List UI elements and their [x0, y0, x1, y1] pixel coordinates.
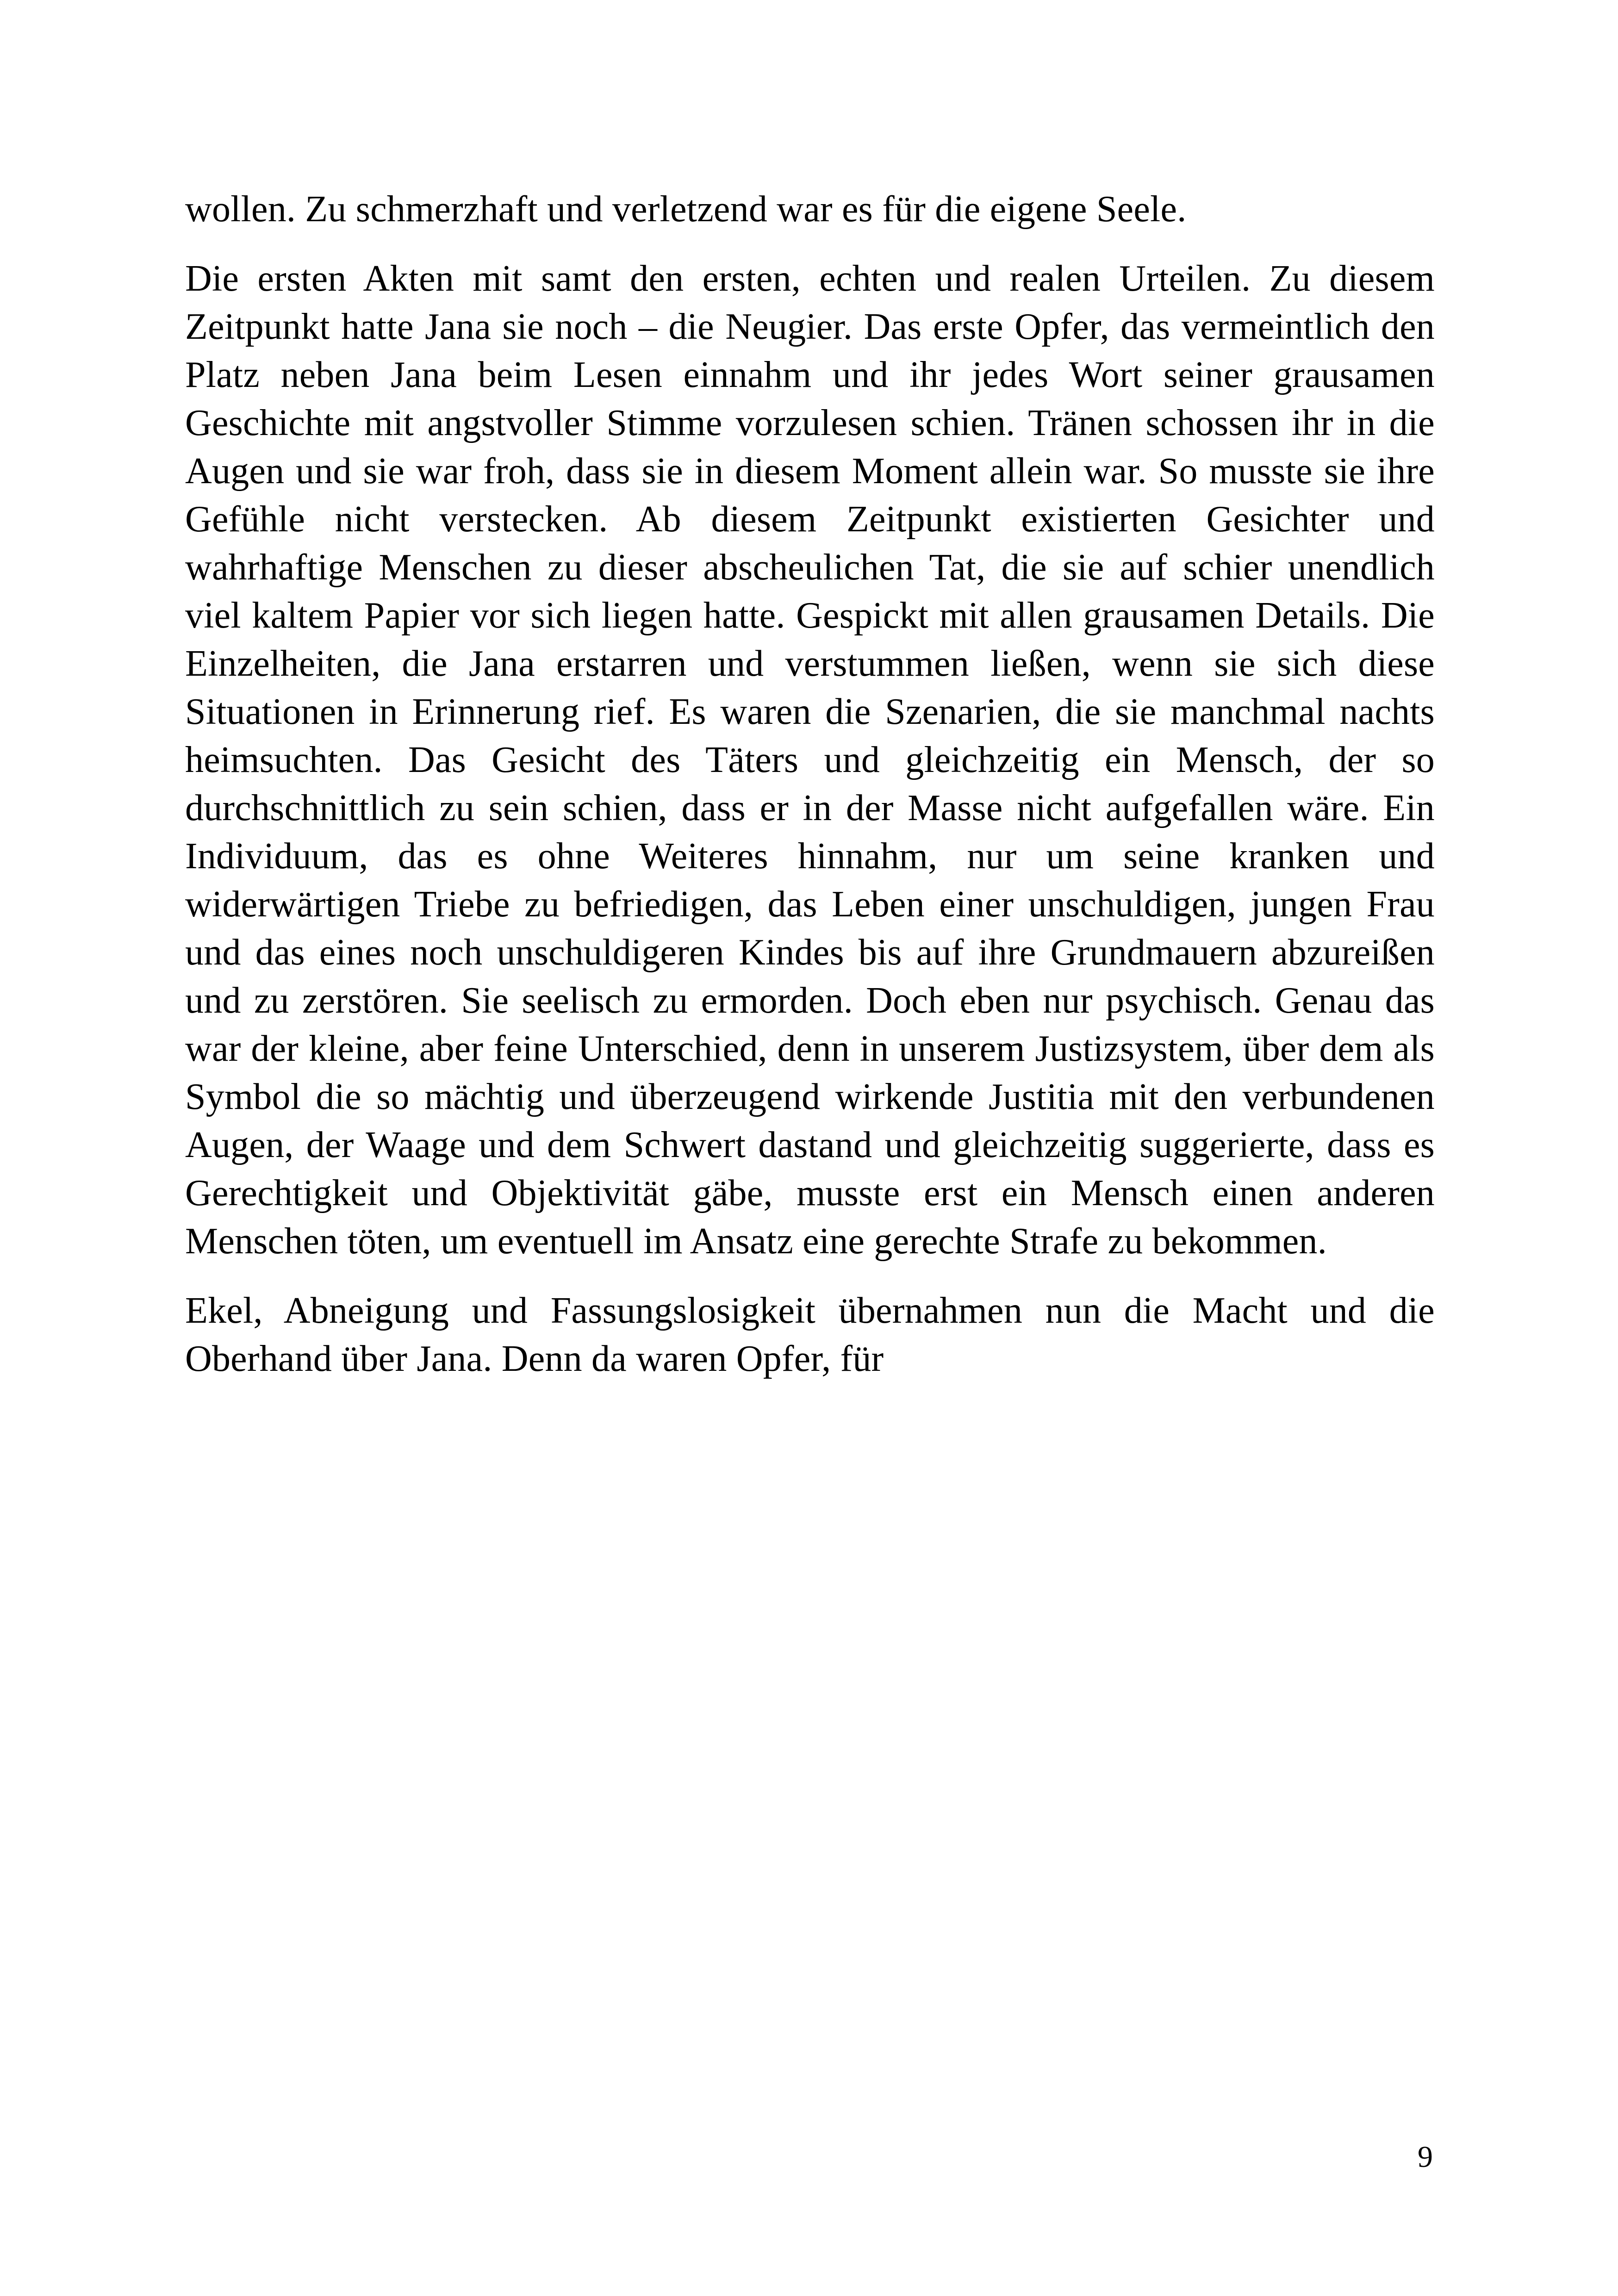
paragraph: wollen. Zu schmerzhaft und verletzend war es für die eigene Seele. — [185, 189, 1187, 230]
page-number: 9 — [1418, 2140, 1433, 2174]
paragraph: Ekel, Abneigung und Fassungslosigkeit übernahmen nun die Macht und die Oberhand über Jana. Denn da waren Opfer, für — [185, 1290, 1435, 1379]
paragraph: Die ersten Akten mit samt den ersten, echten und realen Urteilen. Zu diesem Zeitpunkt hatte Jana sie noch – die Neugier. Das erste Opfer, das vermeintlich den Platz neben Jana beim Lesen einnahm und ihr jedes Wort seiner grausamen Geschichte mit angstvoller Stimme vorzulesen schien. Tränen schossen ihr in die Augen und sie war froh, dass sie in diesem Moment allein war. So musste sie ihre Gefühle nicht verstecken. Ab diesem Zeitpunkt existierten Gesichter und wahrhaftige Menschen zu dieser abscheulichen Tat, die sie auf schier unendlich viel kaltem Papier vor sich liegen hatte. Gespickt mit allen grausamen Details. Die Einzelheiten, die Jana erstarren und verstummen ließen, wenn sie sich diese Situationen in Erinnerung rief. Es waren die Szenarien, die sie manchmal nachts heimsuchten. Das Gesicht des Täters und gleichzeitig ein Mensch, der so durchschnittlich zu sein schien, dass er in der Masse nicht aufgefallen wäre. Ein Individuum, das es ohne Weiteres hinnahm, nur um seine kranken und widerwärtigen Triebe zu befriedigen, das Leben einer unschuldigen, jungen Frau und das eines noch unschuldigeren Kindes bis auf ihre Grundmauern abzureißen und zu zerstören. Sie seelisch zu ermorden. Doch eben nur psychisch. Genau das war der kleine, aber feine Unterschied, denn in unserem Justizsystem, über dem als Symbol die so mächtig und überzeugend wirkende Justitia mit den verbundenen Augen, der Waage und dem Schwert dastand und gleichzeitig suggerierte, dass es Gerechtigkeit und Objektivität gäbe, musste erst ein Mensch einen anderen Menschen töten, um eventuell im Ansatz eine gerechte Strafe zu bekommen. — [185, 258, 1435, 1262]
body-text — [185, 185, 1435, 1383]
